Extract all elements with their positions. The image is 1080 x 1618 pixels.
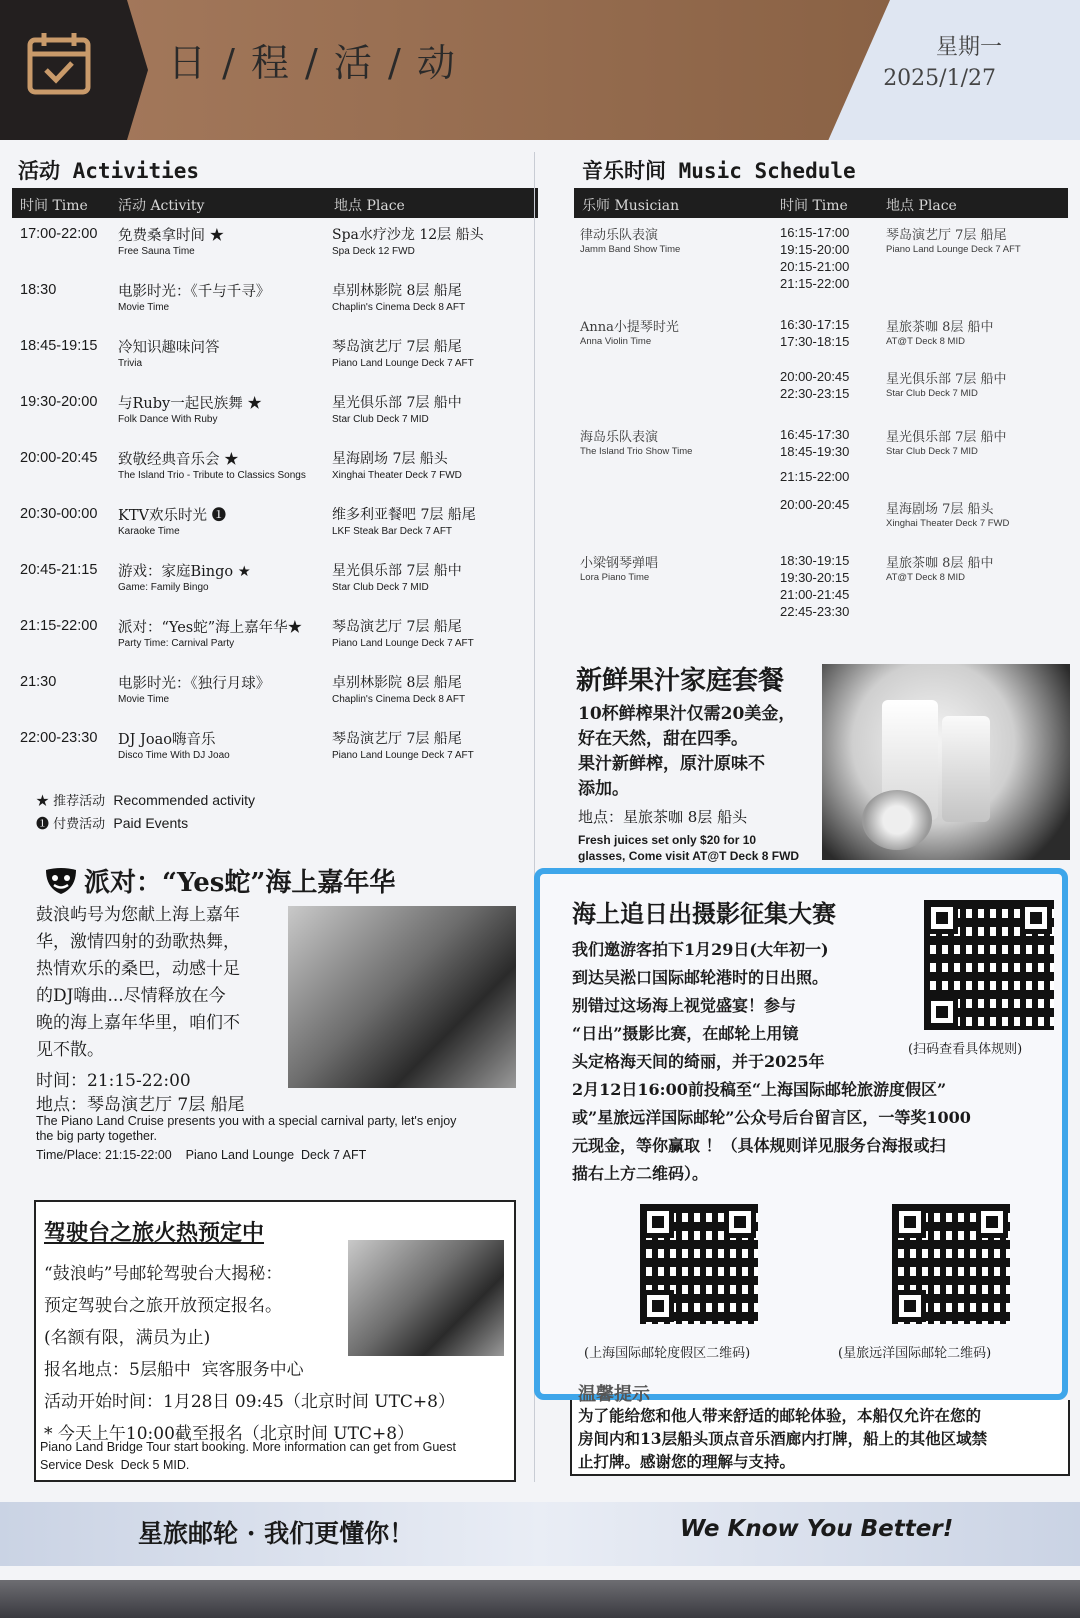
row-place-en: Piano Land Lounge Deck 7 AFT (332, 358, 474, 369)
music-place-en: Star Club Deck 7 MID (886, 446, 978, 457)
row-time: 17:00-22:00 (20, 226, 98, 242)
calendar-check-icon (26, 30, 92, 96)
row-activity: 免费桑拿时间 ★ (118, 228, 225, 244)
footer-slogan-cn: 星旅邮轮 · 我们更懂你！ (138, 1519, 415, 1548)
table-row (12, 392, 542, 448)
music-times: 20:00-20:45 22:30-23:15 (780, 369, 850, 401)
contest-qr-code[interactable] (924, 900, 1054, 1030)
juice-body: 10杯鲜榨果汁仅需20美金， 好在天然，甜在四季。 果汁新鲜榨，原汁原味不 添加。 (578, 704, 796, 799)
row-activity-en: The Island Trio - Tribute to Classics Songs (118, 470, 306, 481)
row-time: 22:00-23:30 (20, 730, 98, 746)
party-body: 鼓浪屿号为您献上海上嘉年 华，激情四射的劲歌热舞， 热情欢乐的桑巴，动感十足 的DJ嗨曲...尽情释放在今 晚的海上嘉年华里，咱们不 见不散。 (36, 905, 240, 1060)
col-music-time: 时间 Time (780, 198, 848, 214)
row-activity: 冷知识趣味问答 (118, 340, 220, 356)
music-place-en: Star Club Deck 7 MID (886, 388, 978, 399)
row-time: 20:00-20:45 (20, 450, 98, 466)
musician-name-en: Lora Piano Time (580, 572, 650, 583)
music-place: 星光俱乐部 7层 船中 (886, 430, 1007, 445)
row-place-en: Star Club Deck 7 MID (332, 582, 429, 593)
row-activity-en: Movie Time (118, 302, 170, 313)
qr-star-cruise[interactable] (892, 1204, 1010, 1324)
col-music-place: 地点 Place (886, 198, 957, 214)
party-place: 地点：琴岛演艺厅 7层 船尾 (36, 1095, 245, 1115)
legend-paid-en: Paid Events (113, 815, 189, 831)
row-time: 21:15-22:00 (20, 618, 98, 634)
music-times: 16:30-17:15 17:30-18:15 (780, 317, 850, 349)
musician-name: 律动乐队表演 (580, 228, 659, 243)
row-time: 19:30-20:00 (20, 394, 98, 410)
row-activity-en: Movie Time (118, 694, 170, 705)
contest-body: 我们邀游客拍下1月29日(大年初一) 到达吴淞口国际邮轮港时的日出照。 别错过这场海上视觉盛宴！参与 “日出”摄影比赛，在邮轮上用镜 头定格海天间的绮丽，并于2025年 2月12日16:00前投稿至“上海国际邮轮旅游度假区” 或”星旅远洋国际邮轮”公众号后台留言区，一等奖1000 元现金，等你赢取 ！（具体规则详见服务台海报或扫 描右上方二维码）。 (572, 940, 971, 1183)
row-activity: DJ Joao嗨音乐 (118, 732, 216, 748)
music-times: 20:00-20:45 (780, 497, 850, 512)
contest-title: 海上追日出摄影征集大赛 (572, 899, 836, 928)
col-activity: 活动 Activity (118, 198, 205, 214)
row-activity-en: Folk Dance With Ruby (118, 414, 218, 425)
juice-title: 新鲜果汁家庭套餐 (576, 666, 785, 696)
music-table-header (574, 188, 1068, 218)
notice-body: 为了能给您和他人带来舒适的邮轮体验，本船仅允许在您的 房间内和13层船头顶点音乐酒廊内打牌，船上的其他区域禁 止打牌。感谢您的理解与支持。 (578, 1406, 988, 1471)
legend-paid (36, 813, 188, 832)
row-place-en: Xinghai Theater Deck 7 FWD (332, 470, 462, 481)
table-row (12, 728, 542, 784)
juice-en: Fresh juices set only $20 for 10 glasses, Come visit AT@T Deck 8 FWD (578, 833, 800, 863)
row-place: 星光俱乐部 7层 船中 (332, 563, 462, 579)
row-place: 卓别林影院 8层 船尾 (332, 675, 462, 691)
row-time: 20:45-21:15 (20, 562, 98, 578)
party-photo (288, 906, 516, 1088)
header-banner (0, 0, 1080, 140)
legend-star (36, 790, 255, 809)
col-musician: 乐师 Musician (582, 198, 680, 214)
legend-paid-cn: ❶ 付费活动 (36, 817, 106, 832)
row-activity-en: Party Time: Carnival Party (118, 638, 235, 649)
row-place: 琴岛演艺厅 7层 船尾 (332, 619, 462, 635)
musician-name-en: The Island Trio Show Time (580, 446, 693, 457)
music-times: 18:30-19:15 19:30-20:15 21:00-21:45 22:45-23:30 (780, 553, 850, 619)
qr1-caption: (上海国际邮轮度假区二维码) (584, 1346, 751, 1361)
bridge-body: “鼓浪屿”号邮轮驾驶台大揭秘： 预定驾驶台之旅开放预定报名。 (名额有限，满员为止) 报名地点：5层船中 宾客服务中心 活动开始时间：1月28日 09:45（北京时间 UTC+8） * 今天上午10:00截至报名（北京时间 UTC+8） (44, 1264, 455, 1444)
music-place: 琴岛演艺厅 7层 船尾 (886, 228, 1007, 243)
row-place: 琴岛演艺厅 7层 船尾 (332, 731, 462, 747)
musician-name-en: Jamm Band Show Time (580, 244, 681, 255)
row-activity: 电影时光：《独行月球》 (118, 676, 271, 692)
music-place-en: AT@T Deck 8 MID (886, 336, 965, 347)
table-row (12, 280, 542, 336)
table-row (12, 616, 542, 672)
bottom-edge (0, 1580, 1080, 1618)
notice-title: 温馨提示 (578, 1384, 650, 1405)
party-en-time: Time/Place: 21:15-22:00 Piano Land Lounge Deck 7 AFT (36, 1148, 367, 1162)
table-row (12, 504, 542, 560)
row-activity-en: Karaoke Time (118, 526, 180, 537)
row-place-en: Spa Deck 12 FWD (332, 246, 415, 257)
row-place-en: Star Club Deck 7 MID (332, 414, 429, 425)
musician-name-en: Anna Violin Time (580, 336, 652, 347)
row-activity: KTV欢乐时光 ❶ (118, 508, 227, 524)
musician-name: 海岛乐队表演 (580, 430, 659, 445)
party-title: 派对：“Yes蛇”海上嘉年华 (84, 868, 396, 898)
party-en: The Piano Land Cruise presents you with a special carnival party, let's enjoy the big party together. (36, 1114, 457, 1143)
row-place-en: Piano Land Lounge Deck 7 AFT (332, 750, 474, 761)
music-times: 21:15-22:00 (780, 469, 850, 484)
row-activity: 游戏：家庭Bingo ★ (118, 564, 251, 580)
qr2-caption: (星旅远洋国际邮轮二维码) (838, 1346, 992, 1361)
music-place-en: Piano Land Lounge Deck 7 AFT (886, 244, 1021, 255)
col-place: 地点 Place (334, 198, 405, 214)
row-activity-en: Game: Family Bingo (118, 582, 209, 593)
legend-star-cn: ★ 推荐活动 (36, 794, 106, 809)
musician-name: Anna小提琴时光 (580, 320, 679, 335)
table-row (12, 336, 542, 392)
date-label: 2025/1/27 (883, 66, 996, 91)
activities-table-header (12, 188, 538, 218)
music-place: 星旅茶咖 8层 船中 (886, 320, 994, 335)
party-time: 时间：21:15-22:00 (36, 1071, 191, 1091)
bridge-en: Piano Land Bridge Tour start booking. More information can get from Guest Service Desk Deck 5 MID. (40, 1440, 456, 1472)
qr-shanghai-resort[interactable] (640, 1204, 758, 1324)
music-table (580, 224, 1070, 644)
table-row (12, 672, 542, 728)
bridge-title: 驾驶台之旅火热预定中 (44, 1220, 265, 1246)
row-time: 18:30 (20, 282, 57, 298)
row-place: Spa水疗沙龙 12层 船头 (332, 227, 484, 243)
activities-title: 活动 Activities (18, 159, 200, 183)
row-activity-en: Trivia (118, 358, 143, 369)
music-times: 16:15-17:00 19:15-20:00 20:15-21:00 21:15-22:00 (780, 225, 850, 291)
music-place: 星旅茶咖 8层 船中 (886, 556, 994, 571)
page-title: 日 / 程 / 活 / 动 (168, 41, 457, 85)
row-activity: 电影时光：《千与千寻》 (118, 284, 271, 300)
activities-table (12, 224, 542, 784)
row-place: 琴岛演艺厅 7层 船尾 (332, 339, 462, 355)
row-activity-en: Disco Time With DJ Joao (118, 750, 230, 761)
row-time: 21:30 (20, 674, 57, 690)
row-place: 维多利亚餐吧 7层 船尾 (332, 507, 476, 523)
row-activity: 派对：“Yes蛇”海上嘉年华★ (118, 620, 303, 636)
bridge-tour-box (34, 1200, 516, 1482)
row-place-en: Chaplin's Cinema Deck 8 AFT (332, 302, 466, 313)
music-place-en: AT@T Deck 8 MID (886, 572, 965, 583)
photo-contest-box (534, 868, 1068, 1400)
row-place: 星海剧场 7层 船头 (332, 451, 448, 467)
table-row (12, 560, 542, 616)
music-title: 音乐时间 Music Schedule (582, 159, 856, 183)
musician-name: 小梁钢琴弹唱 (580, 556, 659, 571)
row-activity-en: Free Sauna Time (118, 246, 195, 257)
row-place-en: Piano Land Lounge Deck 7 AFT (332, 638, 474, 649)
row-place: 卓别林影院 8层 船尾 (332, 283, 462, 299)
col-time: 时间 Time (20, 198, 88, 214)
row-time: 18:45-19:15 (20, 338, 98, 354)
row-place-en: LKF Steak Bar Deck 7 AFT (332, 526, 453, 537)
theater-mask-icon (44, 866, 78, 896)
row-time: 20:30-00:00 (20, 506, 98, 522)
juice-image (822, 664, 1070, 860)
music-place-en: Xinghai Theater Deck 7 FWD (886, 518, 1010, 529)
row-activity: 与Ruby一起民族舞 ★ (118, 396, 262, 412)
music-times: 16:45-17:30 18:45-19:30 (780, 427, 850, 459)
music-place: 星海剧场 7层 船头 (886, 502, 994, 517)
footer-slogan-en: We Know You Better! (680, 1516, 954, 1542)
row-place: 星光俱乐部 7层 船中 (332, 395, 462, 411)
row-activity: 致敬经典音乐会 ★ (118, 452, 239, 468)
music-place: 星光俱乐部 7层 船中 (886, 372, 1007, 387)
weekday-label: 星期一 (935, 35, 1002, 60)
table-row (12, 448, 542, 504)
row-place-en: Chaplin's Cinema Deck 8 AFT (332, 694, 466, 705)
table-row (12, 224, 542, 280)
legend-star-en: Recommended activity (113, 792, 256, 808)
bridge-photo (348, 1240, 504, 1356)
juice-place: 地点：星旅茶咖 8层 船头 (578, 808, 748, 826)
notice-box (570, 1384, 1070, 1476)
qr-caption-main: (扫码查看具体规则) (908, 1042, 1023, 1057)
